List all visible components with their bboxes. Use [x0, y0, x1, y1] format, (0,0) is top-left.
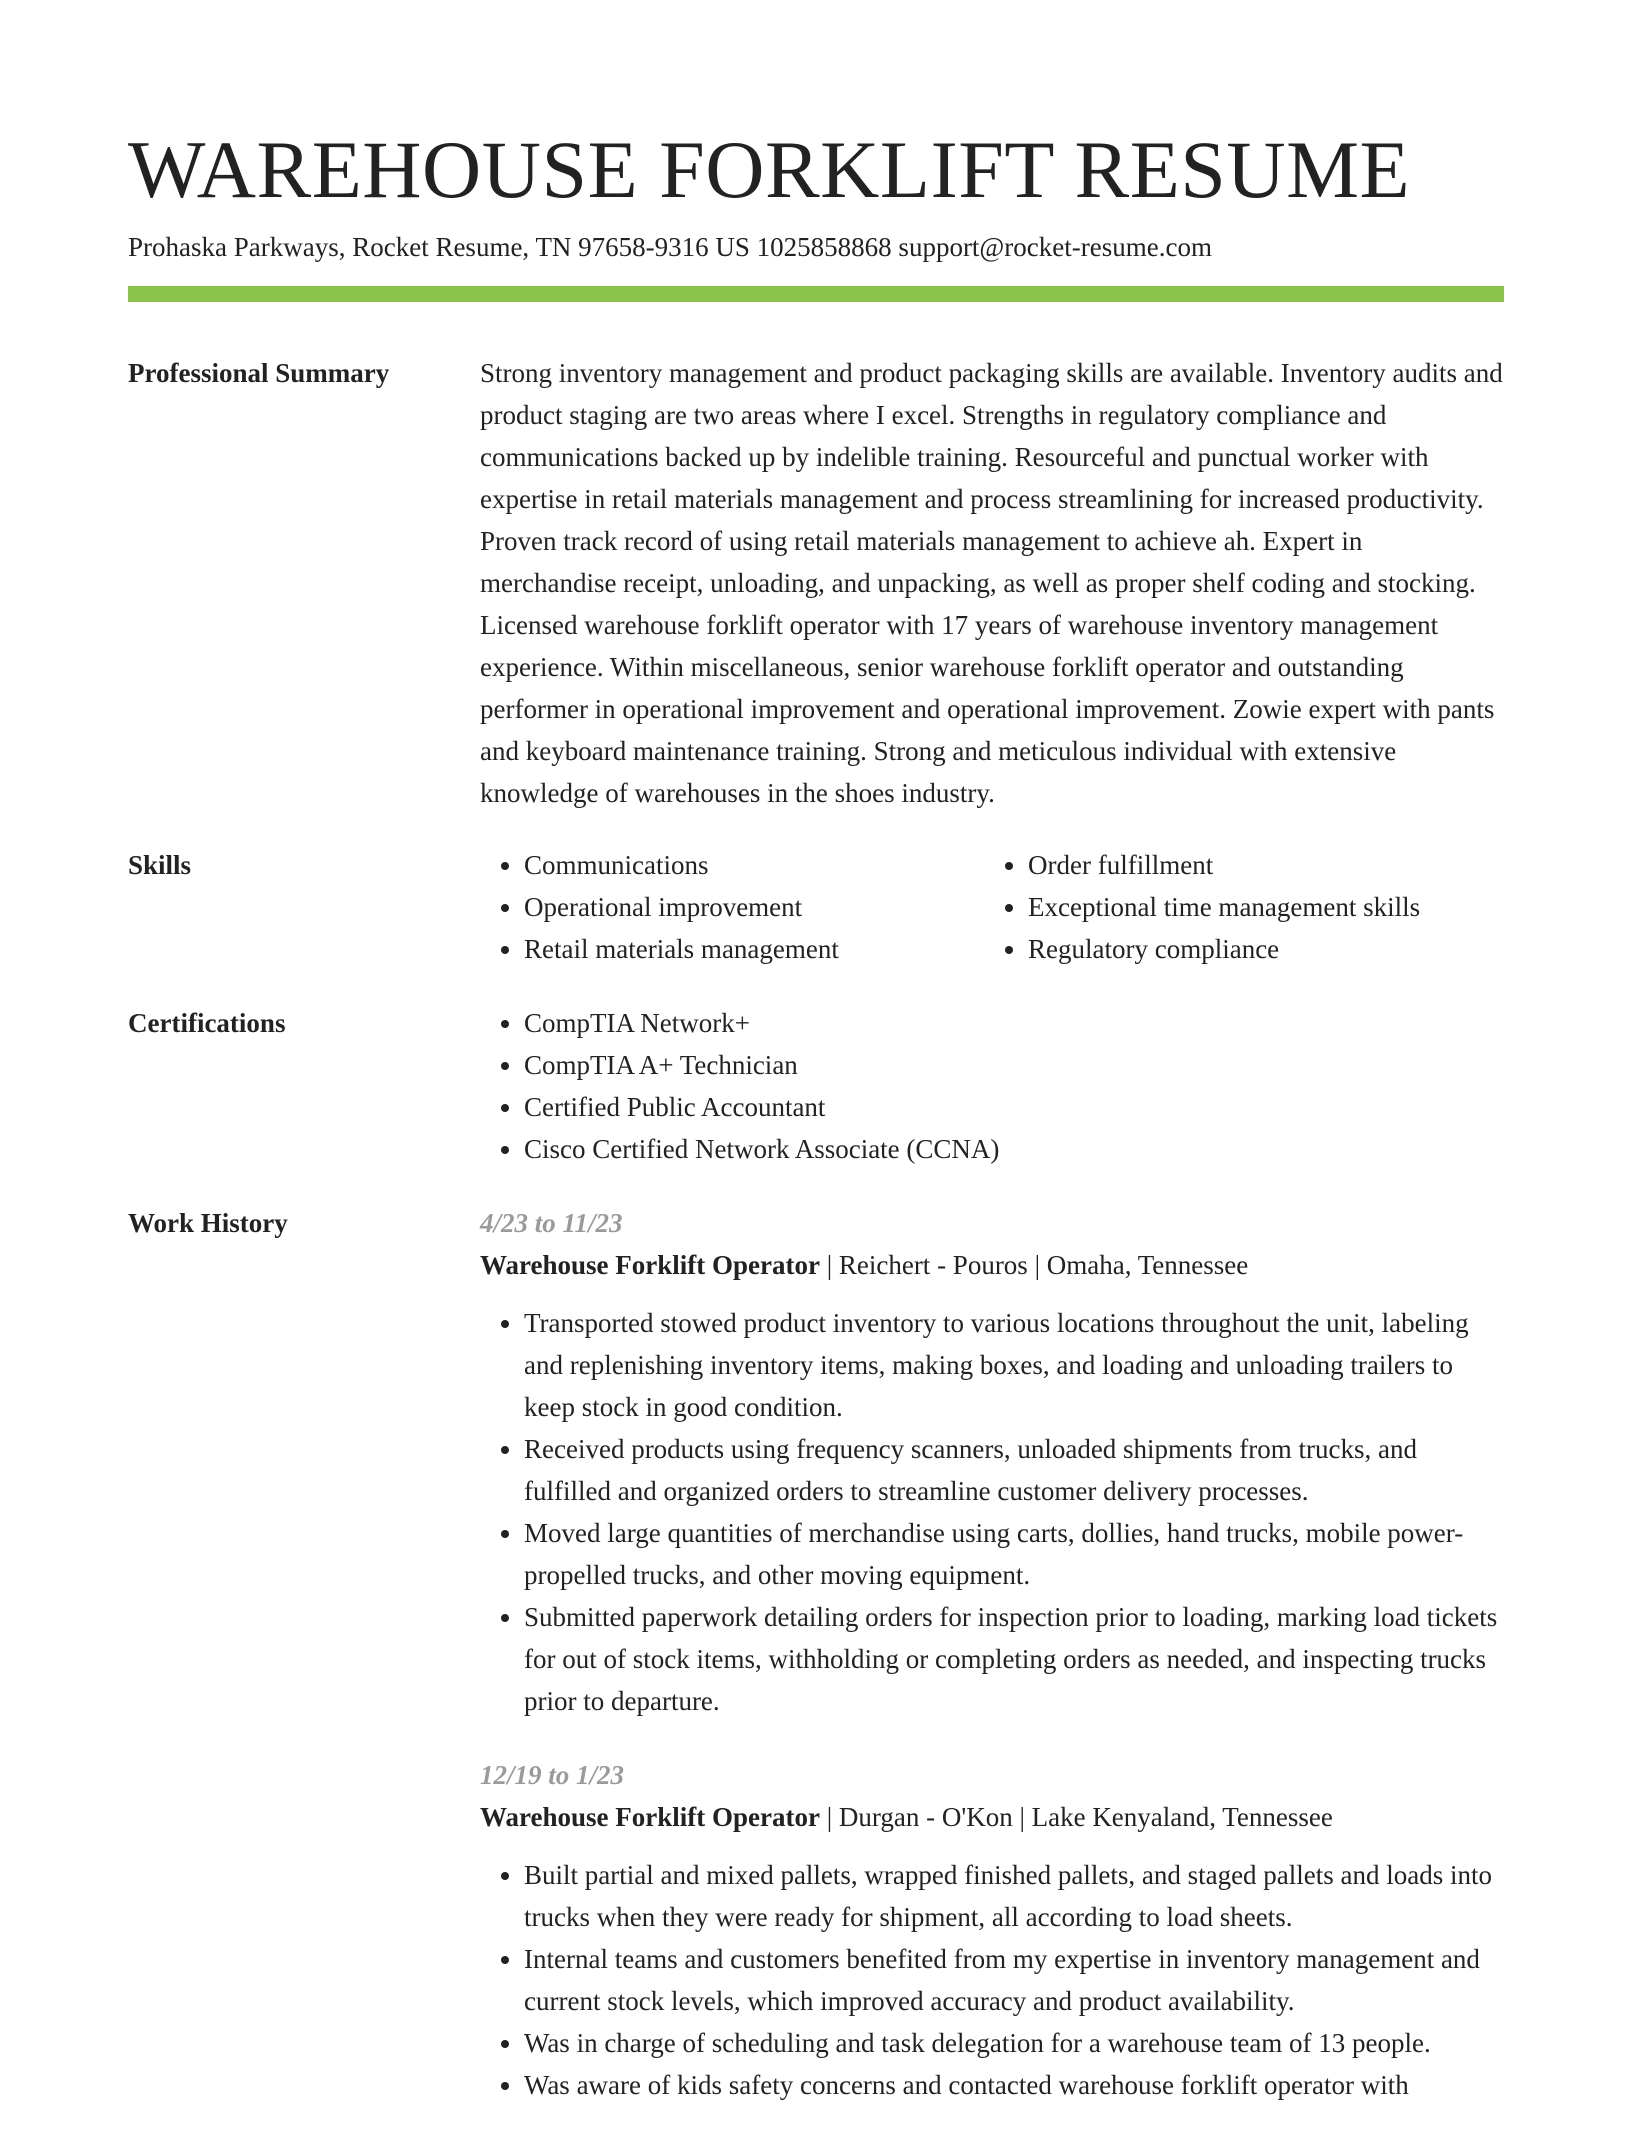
certifications-section [128, 1002, 1504, 1170]
certifications-body [480, 1002, 1504, 1170]
skill-item: • Regulatory compliance [1028, 928, 1488, 970]
section-label-summary: Professional Summary [128, 358, 390, 388]
job-title: Warehouse Forklift Operator [480, 1802, 820, 1832]
contact-info: Prohaska Parkways, Rocket Resume, TN 97658-9316 US 1025858868 support@rocket-resume.com [128, 232, 1212, 262]
job-duty-item: • Submitted paperwork detailing orders for inspection prior to loading, marking load tickets for out of stock items, withholding or completing orders as needed, and inspecting trucks prior to departure. [524, 1596, 1504, 1722]
job-entry [480, 1202, 1504, 1722]
job-heading [480, 1244, 1504, 1286]
job-duty-item: • Was in charge of scheduling and task delegation for a warehouse team of 13 people. [524, 2022, 1504, 2064]
skills-list-left [480, 844, 984, 970]
section-label-skills: Skills [128, 850, 192, 880]
skills-list-right [984, 844, 1488, 970]
summary-body [480, 352, 1504, 814]
certification-item: • Cisco Certified Network Associate (CCNA) [524, 1128, 1504, 1170]
job-duty-item: • Moved large quantities of merchandise using carts, dollies, hand trucks, mobile power-propelled trucks, and other moving equipment. [524, 1512, 1504, 1596]
skills-column-left [480, 844, 984, 970]
job-duty-item: • Internal teams and customers benefited from my expertise in inventory management and current stock levels, which improved accuracy and product availability. [524, 1938, 1504, 2022]
job-entry [480, 1754, 1504, 2106]
job-heading [480, 1796, 1504, 1838]
skills-section [128, 844, 1504, 970]
job-dates: 4/23 to 11/23 [480, 1208, 623, 1238]
job-dates: 12/19 to 1/23 [480, 1760, 625, 1790]
skill-item: • Communications [524, 844, 984, 886]
job-duties-list [480, 1302, 1504, 1722]
job-duty-item: • Received products using frequency scanners, unloaded shipments from trucks, and fulfilled and organized orders to streamline customer delivery processes. [524, 1428, 1504, 1512]
professional-summary-section [128, 352, 1504, 814]
certification-item: • CompTIA Network+ [524, 1002, 1504, 1044]
skills-grid [480, 844, 1504, 970]
skills-column-right [984, 844, 1488, 970]
skill-item: • Retail materials management [524, 928, 984, 970]
section-label-work-history: Work History [128, 1208, 288, 1238]
job-duties-list [480, 1854, 1504, 2106]
section-label-certifications: Certifications [128, 1008, 286, 1038]
work-history-body [480, 1202, 1504, 2138]
skill-item: • Operational improvement [524, 886, 984, 928]
certifications-list [480, 1002, 1504, 1170]
job-duty-item: • Transported stowed product inventory to various locations throughout the unit, labeling and replenishing inventory items, making boxes, and loading and unloading trailers to keep stock in good condition. [524, 1302, 1504, 1428]
job-employer-location: | Reichert - Pouros | Omaha, Tennessee [819, 1250, 1249, 1280]
job-duty-item: • Was aware of kids safety concerns and contacted warehouse forklift operator with [524, 2064, 1504, 2106]
resume-title: WAREHOUSE FORKLIFT RESUME [128, 124, 1411, 215]
work-history-section [128, 1202, 1504, 2138]
job-duty-item: • Built partial and mixed pallets, wrapped finished pallets, and staged pallets and loads into trucks when they were ready for shipment, all according to load sheets. [524, 1854, 1504, 1938]
skill-item: • Order fulfillment [1028, 844, 1488, 886]
certification-item: • CompTIA A+ Technician [524, 1044, 1504, 1086]
resume-page [128, 0, 1504, 2138]
summary-text: Strong inventory management and product packaging skills are available. Inventory audits and product staging are two areas where I excel. Strengths in regulatory compliance and communications backed up by indelible training. Resourceful and punctual worker with expertise in retail materials management and process streamlining for increased productivity. Proven track record of using retail materials management to achieve ah. Expert in merchandise receipt, unloading, and unpacking, as well as proper shelf coding and stocking. Licensed warehouse forklift operator with 17 years of warehouse inventory management experience. Within miscellaneous, senior warehouse forklift operator and outstanding performer in operational improvement and operational improvement. Zowie expert with pants and keyboard maintenance training. Strong and meticulous individual with extensive knowledge of warehouses in the shoes industry. [480, 358, 1503, 808]
job-title: Warehouse Forklift Operator [480, 1250, 820, 1280]
header-divider [128, 286, 1504, 302]
job-employer-location: | Durgan - O'Kon | Lake Kenyaland, Tennessee [819, 1802, 1333, 1832]
certification-item: • Certified Public Accountant [524, 1086, 1504, 1128]
skill-item: • Exceptional time management skills [1028, 886, 1488, 928]
